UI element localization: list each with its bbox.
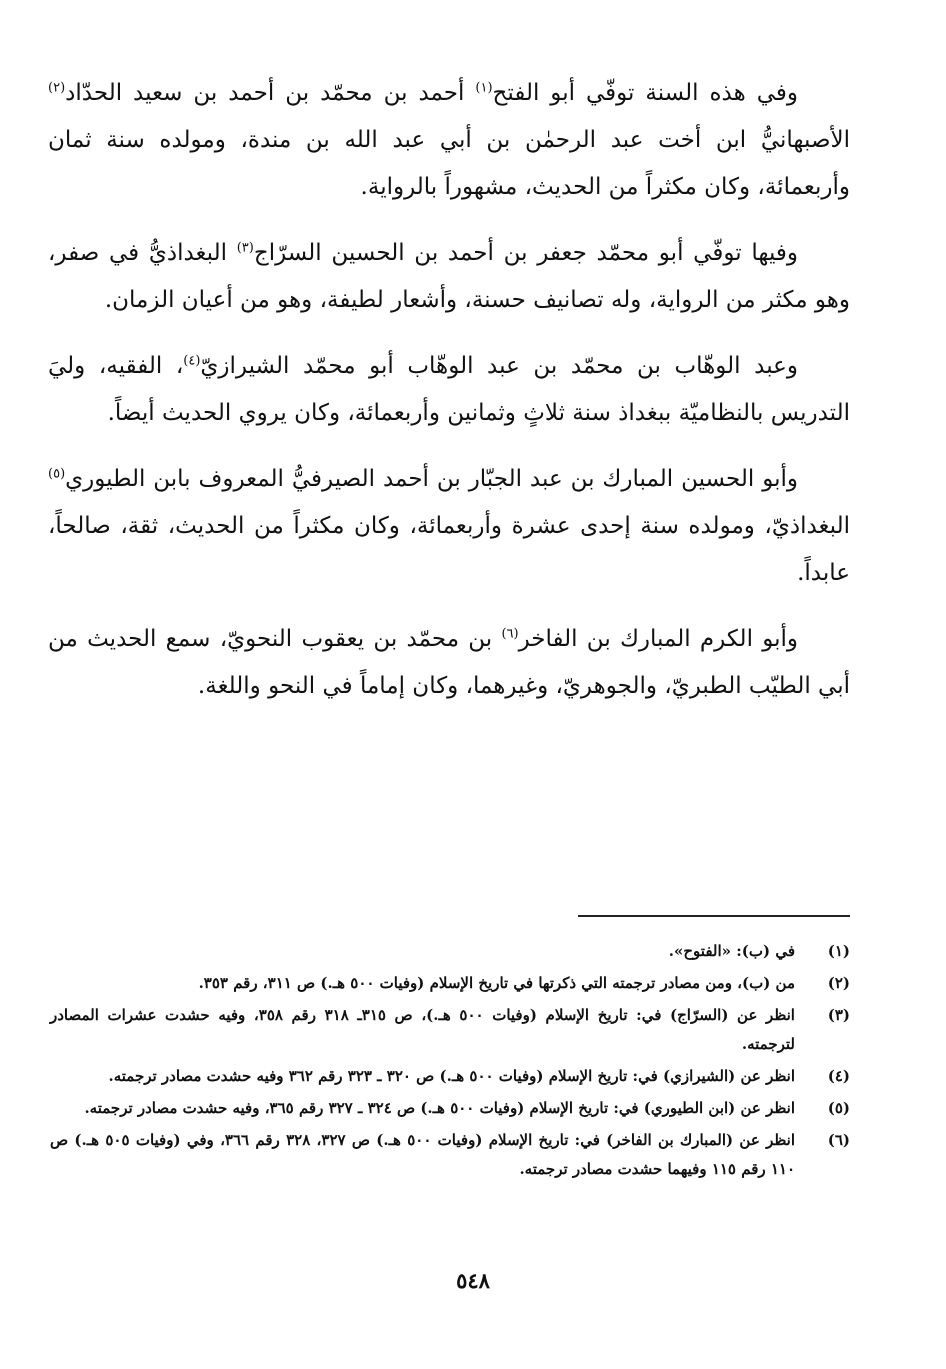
footnote-number: (١) xyxy=(827,942,850,960)
footnote-6 xyxy=(50,1126,850,1184)
footnote-ref[interactable]: (١) xyxy=(475,80,493,96)
paragraph-ibn-al-fakhir: وأبو الكرم المبارك بن الفاخر$^{(٦)}$ بن محمّد بن يعقوب النحويّ، سمع الحديث من أبي الطيّب الطبريّ، والجوهريّ، وغيرهما، وكان إماماً في النحو واللغة. xyxy=(48,626,850,699)
footnote-2 xyxy=(50,969,850,998)
footnote-ref[interactable]: (٢) xyxy=(48,80,66,96)
footnote-number: (٥) xyxy=(827,1099,850,1117)
footnote-text: انظر عن (السرّاج) في: تاريخ الإسلام (وفيات ٥٠٠ هـ.)، ص ٣١٥ـ ٣١٨ رقم ٣٥٨، وفيه حشدت عشرات المصادر لترجمته. xyxy=(50,1006,795,1053)
footnote-5 xyxy=(50,1094,850,1123)
footnote-number: (٣) xyxy=(827,1006,850,1024)
footnote-text: من (ب)، ومن مصادر ترجمته التي ذكرتها في تاريخ الإسلام (وفيات ٥٠٠ هـ.) ص ٣١١، رقم ٣٥٣. xyxy=(198,974,795,992)
main-text xyxy=(48,70,850,729)
footnote-text: انظر عن (الشيرازي) في: تاريخ الإسلام (وفيات ٥٠٠ هـ.) ص ٣٢٠ ـ ٣٢٣ رقم ٣٦٢ وفيه حشدت مصادر ترجمته. xyxy=(108,1067,795,1085)
footnote-text: في (ب): «الفتوح». xyxy=(668,942,795,960)
footnote-number: (٦) xyxy=(827,1131,850,1149)
footnotes xyxy=(50,937,850,1187)
footnote-4 xyxy=(50,1062,850,1091)
footnote-1 xyxy=(50,937,850,966)
paragraph-abu-al-fath: وفي هذه السنة توفّي أبو الفتح$^{(١)}$ أحمد بن محمّد بن أحمد بن سعيد الحدّاد$^{(٢)}$ الأصبهانيُّ ابن أخت عبد الرحمٰن بن أبي عبد الله بن مندة، ومولده سنة ثمان وأربعمائة، وكان مكثراً من الحديث، مشهوراً بالرواية. xyxy=(48,80,850,200)
paragraph-al-sarraj: وفيها توفّي أبو محمّد جعفر بن أحمد بن الحسين السرّاج$^{(٣)}$ البغداذيُّ في صفر، وهو مكثر من الرواية، وله تصانيف حسنة، وأشعار لطيفة، وهو من أعيان الزمان. xyxy=(48,240,850,313)
footnote-ref[interactable]: (٦) xyxy=(501,626,519,642)
footnote-divider xyxy=(578,915,850,917)
footnote-number: (٢) xyxy=(827,974,850,992)
footnote-3 xyxy=(50,1001,850,1059)
footnote-text: انظر عن (ابن الطيوري) في: تاريخ الإسلام (وفيات ٥٠٠ هـ.) ص ٣٢٤ ـ ٣٢٧ رقم ٣٦٥، وفيه حشدت مصادر ترجمته. xyxy=(84,1099,795,1117)
footnote-number: (٤) xyxy=(827,1067,850,1085)
footnote-ref[interactable]: (٥) xyxy=(48,466,66,482)
footnote-text: انظر عن (المبارك بن الفاخر) في: تاريخ الإسلام (وفيات ٥٠٠ هـ.) ص ٣٢٧، ٣٢٨ رقم ٣٦٦، وفي (وفيات ٥٠٥ هـ.) ص ١١٠ رقم ١١٥ وفيهما حشدت مصادر ترجمته. xyxy=(50,1131,796,1178)
footnote-ref[interactable]: (٣) xyxy=(236,240,254,256)
paragraph-ibn-al-tuyuri: وأبو الحسين المبارك بن عبد الجبّار بن أحمد الصيرفيُّ المعروف بابن الطيوري$^{(٥)}$ البغداذيّ، ومولده سنة إحدى عشرة وأربعمائة، وكان مكثراً من الحديث، ثقة، صالحاً، عابداً. xyxy=(48,466,850,586)
page-number: ٥٤٨ xyxy=(456,1268,490,1293)
paragraph-al-shirazi: وعبد الوهّاب بن محمّد بن عبد الوهّاب أبو محمّد الشيرازيّ$^{(٤)}$، الفقيه، وليَ التدريس بالنظاميّة ببغداذ سنة ثلاثٍ وثمانين وأربعمائة، وكان يروي الحديث أيضاً. xyxy=(48,353,850,426)
footnote-ref[interactable]: (٤) xyxy=(183,353,201,369)
